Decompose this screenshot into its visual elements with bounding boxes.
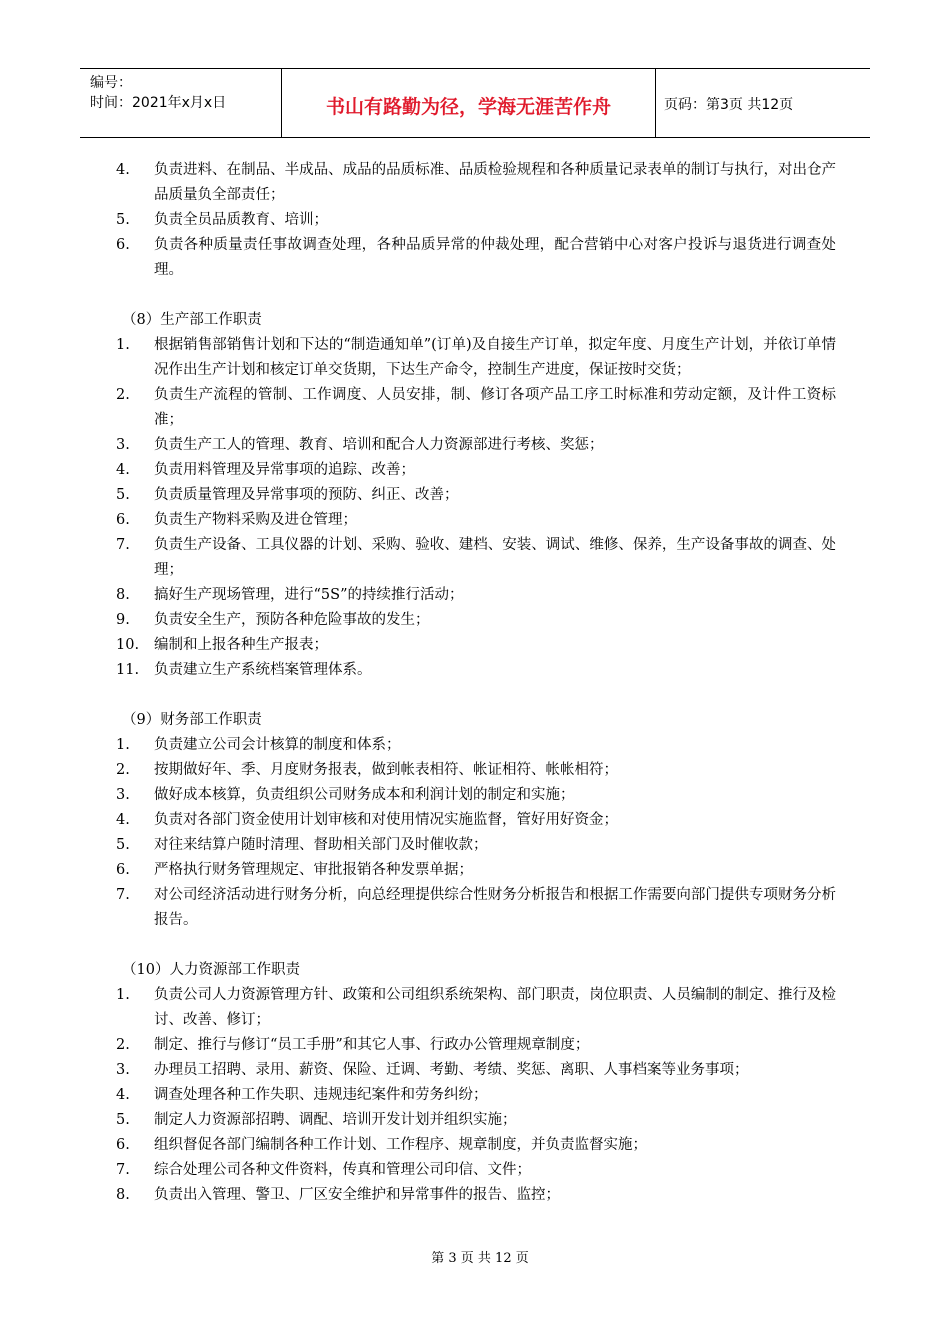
list-item-number: 9. (116, 612, 130, 628)
list-item-number: 6. (116, 512, 130, 528)
list-item (116, 458, 836, 483)
list-item-text: 负责进料、在制品、半成品、成品的品质标准、品质检验规程和各种质量记录表单的制订与执行，对出仓产品质量负全部责任； (154, 162, 836, 203)
list-item (116, 383, 836, 433)
list-item (116, 983, 836, 1033)
list-item-number: 8. (116, 1187, 130, 1203)
list-item (116, 783, 836, 808)
list-item (116, 158, 836, 208)
list-item-number: 7. (116, 1162, 130, 1178)
list-item-number: 3. (116, 787, 130, 803)
list-item-number: 11. (116, 662, 140, 678)
list-item (116, 233, 836, 283)
list-item-number: 2. (116, 387, 130, 403)
list-item (116, 633, 836, 658)
list-item-text: 负责出入管理、警卫、厂区安全维护和异常事件的报告、监控； (154, 1187, 560, 1203)
list-item (116, 483, 836, 508)
list-item (116, 583, 836, 608)
list-item-number: 5. (116, 212, 130, 228)
list-item-text: 综合处理公司各种文件资料，传真和管理公司印信、文件； (154, 1162, 531, 1178)
list-item (116, 208, 836, 233)
list-item (116, 1108, 836, 1133)
list-item-number: 6. (116, 1137, 130, 1153)
list-item-text: 搞好生产现场管理，进行“5S”的持续推行活动； (154, 587, 464, 603)
list-item-number: 4. (116, 812, 130, 828)
list-item-number: 7. (116, 537, 130, 553)
list-item (116, 758, 836, 783)
section (116, 708, 836, 933)
list-item-text: 负责质量管理及异常事项的预防、纠正、改善； (154, 487, 459, 503)
list-item-text: 负责全员品质教育、培训； (154, 212, 328, 228)
list-item-number: 10. (116, 637, 140, 653)
page-header (80, 68, 870, 138)
list-item-number: 8. (116, 587, 130, 603)
list-item (116, 333, 836, 383)
list-item (116, 658, 836, 683)
list-item-text: 负责建立生产系统档案管理体系。 (154, 662, 372, 678)
section (116, 158, 836, 283)
list-item-number: 2. (116, 1037, 130, 1053)
list-item-text: 负责生产物料采购及进仓管理； (154, 512, 357, 528)
section-heading: （9）财务部工作职责 (122, 712, 262, 728)
list-item (116, 608, 836, 633)
document-number-label: 编号： (90, 75, 132, 91)
list-item (116, 1158, 836, 1183)
section (116, 958, 836, 1208)
list-item (116, 1058, 836, 1083)
list-item (116, 1033, 836, 1058)
list-item-number: 4. (116, 1087, 130, 1103)
list-item-number: 1. (116, 987, 130, 1003)
list-item (116, 533, 836, 583)
list-item-text: 负责生产设备、工具仪器的计划、采购、验收、建档、安装、调试、维修、保养，生产设备事故的调查、处理； (154, 537, 836, 578)
list-item-text: 调查处理各种工作失职、违规违纪案件和劳务纠纷； (154, 1087, 488, 1103)
list-item-number: 3. (116, 1062, 130, 1078)
list-item-text: 负责生产流程的管制、工作调度、人员安排，制、修订各项产品工序工时标准和劳动定额，及计件工资标准； (154, 387, 836, 428)
list-item (116, 883, 836, 933)
list-item-text: 负责用料管理及异常事项的追踪、改善； (154, 462, 415, 478)
list-item (116, 433, 836, 458)
section-heading: （8）生产部工作职责 (122, 312, 262, 328)
list-item-text: 做好成本核算，负责组织公司财务成本和利润计划的制定和实施； (154, 787, 575, 803)
header-meta (80, 69, 282, 137)
list-item-text: 对公司经济活动进行财务分析，向总经理提供综合性财务分析报告和根据工作需要向部门提供专项财务分析报告。 (154, 887, 836, 928)
document-body (116, 158, 836, 1208)
list-item-text: 负责安全生产，预防各种危险事故的发生； (154, 612, 430, 628)
list-item-text: 严格执行财务管理规定、审批报销各种发票单据； (154, 862, 473, 878)
list-item-number: 6. (116, 237, 130, 253)
list-item-text: 编制和上报各种生产报表； (154, 637, 328, 653)
list-item (116, 733, 836, 758)
list-item-number: 1. (116, 337, 130, 353)
list-item (116, 508, 836, 533)
list-item-text: 制定人力资源部招聘、调配、培训开发计划并组织实施； (154, 1112, 517, 1128)
list-item-text: 制定、推行与修订“员工手册”和其它人事、行政办公管理规章制度； (154, 1037, 590, 1053)
list-item-text: 负责建立公司会计核算的制度和体系； (154, 737, 401, 753)
document-time-label: 时间：2021年x月x日 (90, 95, 227, 111)
list-item (116, 808, 836, 833)
list-item-number: 4. (116, 162, 130, 178)
page-footer: 第 3 页 共 12 页 (431, 1251, 529, 1266)
list-item-number: 7. (116, 887, 130, 903)
list-item-text: 组织督促各部门编制各种工作计划、工作程序、规章制度，并负责监督实施； (154, 1137, 647, 1153)
list-item-text: 负责生产工人的管理、教育、培训和配合人力资源部进行考核、奖惩； (154, 437, 604, 453)
header-page-info: 页码：第3页 共12页 (664, 97, 794, 113)
list-item-text: 负责各种质量责任事故调查处理，各种品质异常的仲裁处理，配合营销中心对客户投诉与退货进行调查处理。 (154, 237, 836, 278)
list-item-number: 5. (116, 1112, 130, 1128)
list-item-number: 5. (116, 487, 130, 503)
list-item (116, 858, 836, 883)
list-item (116, 833, 836, 858)
list-item-text: 根据销售部销售计划和下达的“制造通知单”(订单)及自接生产订单，拟定年度、月度生产计划，并依订单情况作出生产计划和核定订单交货期，下达生产命令，控制生产进度，保证按时交货； (154, 337, 836, 378)
list-item (116, 1083, 836, 1108)
list-item-text: 办理员工招聘、录用、薪资、保险、迁调、考勤、考绩、奖惩、离职、人事档案等业务事项； (154, 1062, 749, 1078)
list-item-text: 对往来结算户随时清理、督助相关部门及时催收款； (154, 837, 488, 853)
list-item-number: 3. (116, 437, 130, 453)
header-motto: 书山有路勤为径，学海无涯苦作舟 (282, 69, 656, 137)
list-item-number: 2. (116, 762, 130, 778)
list-item-text: 负责对各部门资金使用计划审核和对使用情况实施监督，管好用好资金； (154, 812, 618, 828)
list-item (116, 1133, 836, 1158)
list-item-number: 4. (116, 462, 130, 478)
list-item-number: 1. (116, 737, 130, 753)
list-item-text: 按期做好年、季、月度财务报表，做到帐表相符、帐证相符、帐帐相符； (154, 762, 618, 778)
list-item-text: 负责公司人力资源管理方针、政策和公司组织系统架构、部门职责，岗位职责、人员编制的制定、推行及检讨、改善、修订； (154, 987, 836, 1028)
list-item-number: 6. (116, 862, 130, 878)
list-item (116, 1183, 836, 1208)
list-item-number: 5. (116, 837, 130, 853)
section (116, 308, 836, 683)
section-heading: （10）人力资源部工作职责 (122, 962, 300, 978)
